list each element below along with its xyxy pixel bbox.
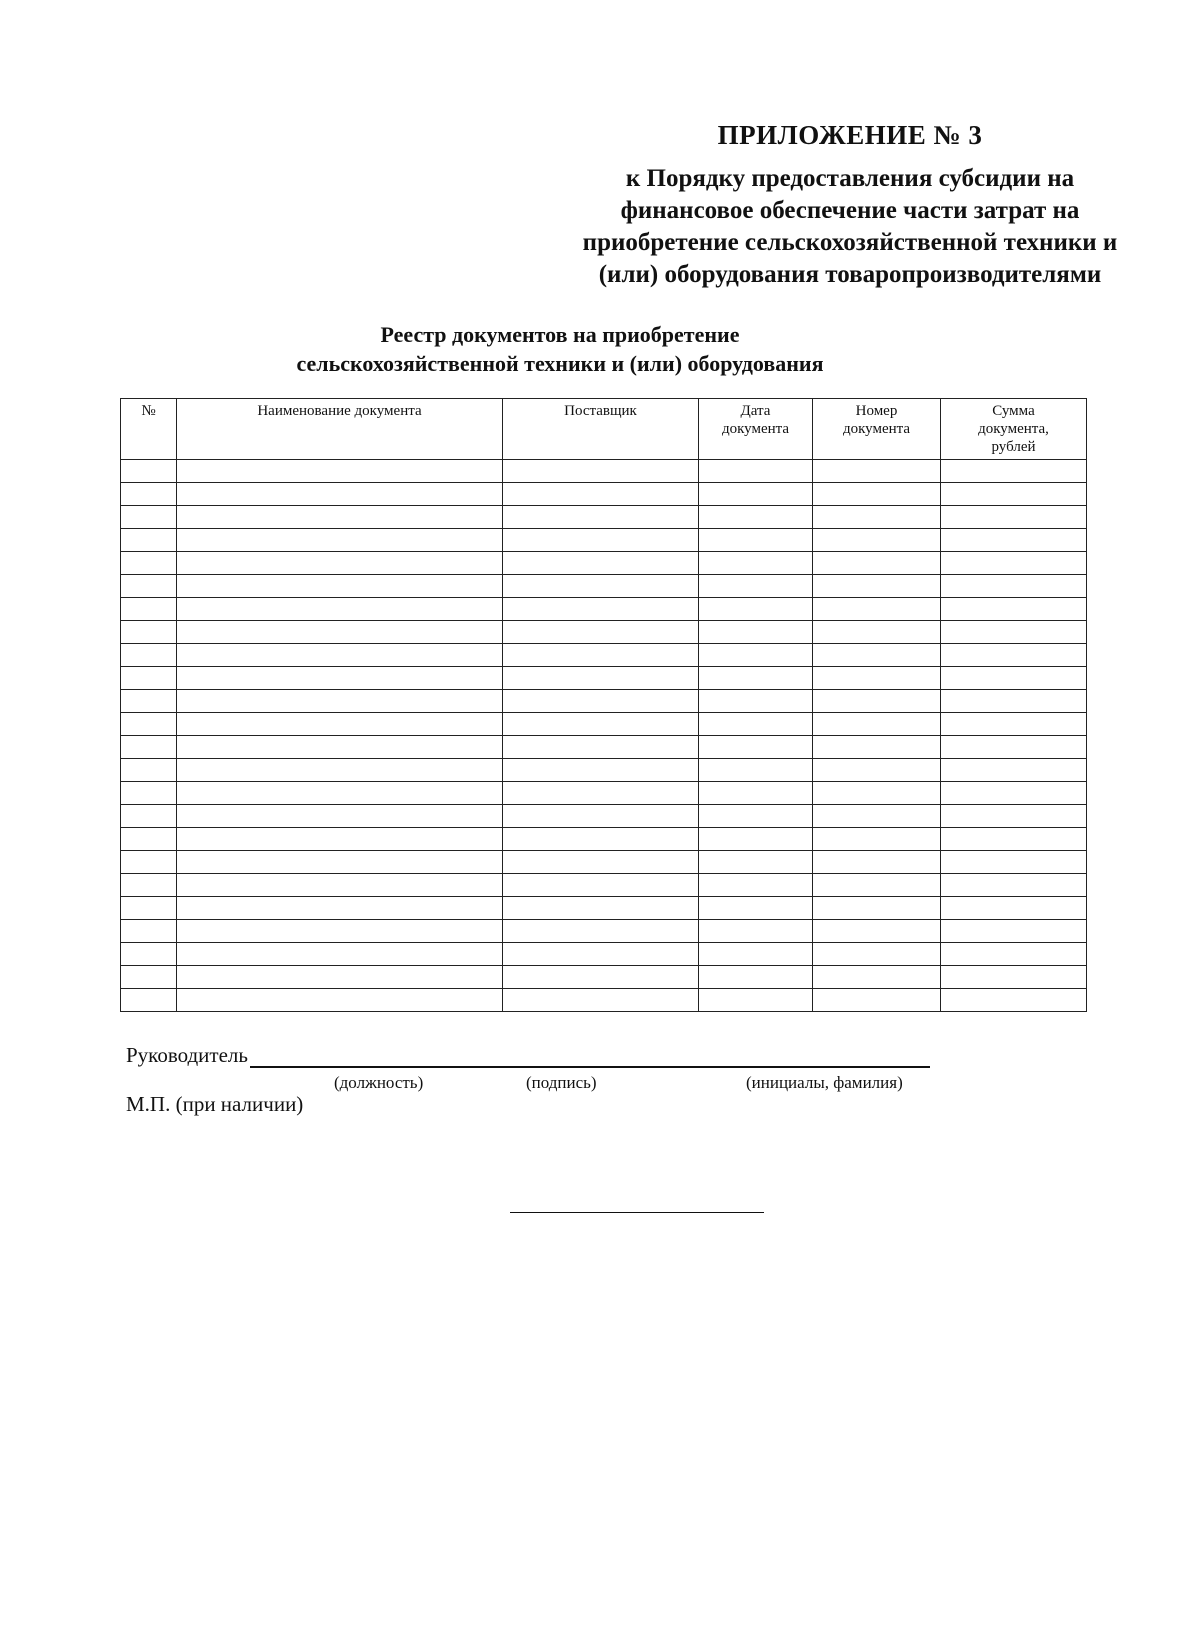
table-cell — [177, 989, 503, 1012]
table-cell — [177, 759, 503, 782]
table-cell — [121, 529, 177, 552]
table-cell — [121, 736, 177, 759]
table-cell — [503, 506, 699, 529]
table-cell — [177, 920, 503, 943]
table-cell — [177, 575, 503, 598]
table-cell — [121, 667, 177, 690]
table-cell — [699, 943, 813, 966]
table-cell — [177, 460, 503, 483]
appendix-subtitle-line: к Порядку предоставления субсидии на — [625, 165, 1075, 192]
table-cell — [177, 828, 503, 851]
table-row — [121, 920, 1087, 943]
table-cell — [941, 621, 1087, 644]
table-cell — [941, 851, 1087, 874]
table-cell — [699, 621, 813, 644]
table-cell — [503, 828, 699, 851]
table-cell — [177, 966, 503, 989]
table-cell — [503, 874, 699, 897]
table-cell — [121, 897, 177, 920]
table-cell — [941, 966, 1087, 989]
appendix-subtitle — [540, 163, 1160, 291]
table-row — [121, 506, 1087, 529]
table-cell — [177, 897, 503, 920]
signature-row — [126, 1043, 930, 1068]
table-cell — [121, 805, 177, 828]
table-cell — [941, 920, 1087, 943]
table-cell — [941, 897, 1087, 920]
table-cell — [177, 943, 503, 966]
table-cell — [699, 989, 813, 1012]
appendix-header — [540, 120, 1160, 291]
signature-label: Руководитель — [126, 1043, 248, 1067]
header-document-name-text: Наименование документа — [257, 403, 422, 419]
header-document-name — [177, 399, 503, 460]
table-cell — [941, 483, 1087, 506]
table-row — [121, 644, 1087, 667]
table-cell — [503, 851, 699, 874]
bottom-divider — [510, 1212, 764, 1213]
table-cell — [699, 828, 813, 851]
table-cell — [177, 552, 503, 575]
table-cell — [941, 828, 1087, 851]
table-cell — [813, 966, 941, 989]
table-cell — [941, 759, 1087, 782]
table-cell — [121, 943, 177, 966]
table-cell — [699, 897, 813, 920]
table-cell — [121, 851, 177, 874]
table-header-row — [121, 399, 1087, 460]
table-cell — [941, 506, 1087, 529]
table-cell — [813, 483, 941, 506]
header-supplier-text: Поставщик — [564, 403, 637, 419]
table-cell — [121, 989, 177, 1012]
table-cell — [503, 575, 699, 598]
table-cell — [813, 598, 941, 621]
table-cell — [503, 621, 699, 644]
table-cell — [699, 759, 813, 782]
table-cell — [699, 552, 813, 575]
table-cell — [121, 483, 177, 506]
name-caption: (инициалы, фамилия) — [746, 1073, 903, 1092]
table-row — [121, 621, 1087, 644]
table-cell — [813, 621, 941, 644]
header-sum-line: Сумма — [992, 403, 1035, 419]
appendix-subtitle-line: финансовое обеспечение части затрат на — [620, 197, 1080, 224]
table-cell — [941, 989, 1087, 1012]
table-cell — [699, 506, 813, 529]
table-cell — [699, 736, 813, 759]
header-number — [121, 399, 177, 460]
table-cell — [503, 736, 699, 759]
table-cell — [503, 897, 699, 920]
table-cell — [941, 943, 1087, 966]
table-cell — [699, 667, 813, 690]
table-cell — [699, 713, 813, 736]
table-cell — [503, 920, 699, 943]
table-cell — [177, 690, 503, 713]
table-cell — [941, 874, 1087, 897]
header-document-sum — [941, 399, 1087, 460]
header-supplier — [503, 399, 699, 460]
table-cell — [503, 966, 699, 989]
table-cell — [503, 713, 699, 736]
table-cell — [177, 621, 503, 644]
table-cell — [813, 851, 941, 874]
table-cell — [699, 851, 813, 874]
table-cell — [503, 989, 699, 1012]
table-cell — [813, 759, 941, 782]
header-document-number — [813, 399, 941, 460]
table-cell — [941, 575, 1087, 598]
table-cell — [813, 667, 941, 690]
table-cell — [813, 828, 941, 851]
appendix-subtitle-line: (или) оборудования товаропроизводителями — [598, 261, 1102, 288]
table-row — [121, 828, 1087, 851]
table-row — [121, 713, 1087, 736]
table-cell — [503, 690, 699, 713]
register-title-line: сельскохозяйственной техники и (или) оборудования — [296, 351, 824, 376]
table-cell — [121, 621, 177, 644]
table-cell — [699, 782, 813, 805]
table-cell — [503, 805, 699, 828]
table-cell — [813, 782, 941, 805]
table-cell — [699, 644, 813, 667]
table-cell — [941, 598, 1087, 621]
table-cell — [813, 736, 941, 759]
table-cell — [121, 782, 177, 805]
table-cell — [699, 874, 813, 897]
table-cell — [813, 874, 941, 897]
table-row — [121, 897, 1087, 920]
table-cell — [941, 667, 1087, 690]
table-cell — [941, 736, 1087, 759]
header-docnum-line: документа — [842, 421, 911, 437]
table-cell — [177, 736, 503, 759]
table-cell — [177, 851, 503, 874]
table-cell — [699, 460, 813, 483]
table-cell — [121, 552, 177, 575]
header-date-line: Дата — [740, 403, 771, 419]
table-cell — [503, 552, 699, 575]
table-row — [121, 989, 1087, 1012]
table-cell — [699, 483, 813, 506]
table-cell — [121, 460, 177, 483]
table-row — [121, 805, 1087, 828]
table-cell — [177, 506, 503, 529]
table-cell — [121, 966, 177, 989]
appendix-title: ПРИЛОЖЕНИЕ № 3 — [717, 120, 983, 150]
table-row — [121, 874, 1087, 897]
stamp-text: М.П. (при наличии) — [126, 1092, 304, 1116]
signature-caption: (подпись) — [526, 1073, 597, 1092]
table-cell — [121, 506, 177, 529]
table-cell — [121, 575, 177, 598]
table-cell — [941, 552, 1087, 575]
table-cell — [699, 966, 813, 989]
table-cell — [177, 483, 503, 506]
table-cell — [699, 805, 813, 828]
table-cell — [121, 828, 177, 851]
table-cell — [813, 690, 941, 713]
table-row — [121, 851, 1087, 874]
table-cell — [177, 782, 503, 805]
table-cell — [503, 598, 699, 621]
header-sum-line: рублей — [991, 439, 1036, 455]
table-cell — [177, 644, 503, 667]
table-cell — [813, 529, 941, 552]
appendix-subtitle-line: приобретение сельскохозяйственной техники и — [582, 229, 1118, 256]
table-cell — [813, 713, 941, 736]
header-docnum-line: Номер — [855, 403, 898, 419]
table-cell — [941, 805, 1087, 828]
table-cell — [813, 644, 941, 667]
table-cell — [177, 874, 503, 897]
table-row — [121, 690, 1087, 713]
table-row — [121, 483, 1087, 506]
register-title-line: Реестр документов на приобретение — [380, 322, 740, 347]
table-cell — [177, 805, 503, 828]
table-cell — [941, 529, 1087, 552]
table-cell — [121, 644, 177, 667]
table-cell — [503, 529, 699, 552]
table-body — [121, 460, 1087, 1012]
table-cell — [941, 713, 1087, 736]
table-cell — [941, 782, 1087, 805]
table-row — [121, 529, 1087, 552]
table-cell — [503, 483, 699, 506]
table-cell — [813, 920, 941, 943]
table-row — [121, 943, 1087, 966]
table-row — [121, 598, 1087, 621]
header-date-line: документа — [721, 421, 790, 437]
table-row — [121, 552, 1087, 575]
table-cell — [177, 598, 503, 621]
table-cell — [699, 920, 813, 943]
table-cell — [941, 690, 1087, 713]
table-cell — [941, 460, 1087, 483]
table-cell — [699, 529, 813, 552]
table-cell — [699, 598, 813, 621]
table-cell — [813, 460, 941, 483]
table-cell — [503, 943, 699, 966]
position-caption: (должность) — [334, 1073, 424, 1092]
header-number-text: № — [141, 403, 156, 419]
table-cell — [177, 667, 503, 690]
table-cell — [813, 552, 941, 575]
table-cell — [813, 989, 941, 1012]
table-cell — [121, 874, 177, 897]
table-row — [121, 782, 1087, 805]
table-cell — [813, 575, 941, 598]
table-cell — [503, 759, 699, 782]
table-cell — [503, 644, 699, 667]
table-cell — [503, 782, 699, 805]
table-cell — [813, 897, 941, 920]
register-title — [280, 320, 840, 378]
table-row — [121, 460, 1087, 483]
table-row — [121, 736, 1087, 759]
table-cell — [177, 713, 503, 736]
header-document-date — [699, 399, 813, 460]
table-cell — [699, 575, 813, 598]
table-cell — [941, 644, 1087, 667]
table-cell — [503, 460, 699, 483]
table-cell — [121, 690, 177, 713]
table-cell — [121, 759, 177, 782]
registry-table — [120, 398, 1087, 1012]
signature-line — [250, 1046, 930, 1068]
table-row — [121, 759, 1087, 782]
table-cell — [699, 690, 813, 713]
table-cell — [121, 713, 177, 736]
table-cell — [121, 598, 177, 621]
table-row — [121, 667, 1087, 690]
table-cell — [177, 529, 503, 552]
table-row — [121, 966, 1087, 989]
table-cell — [813, 506, 941, 529]
table-row — [121, 575, 1087, 598]
table-cell — [813, 943, 941, 966]
header-sum-line: документа, — [978, 421, 1049, 437]
table-cell — [121, 920, 177, 943]
table-cell — [503, 667, 699, 690]
table-cell — [813, 805, 941, 828]
